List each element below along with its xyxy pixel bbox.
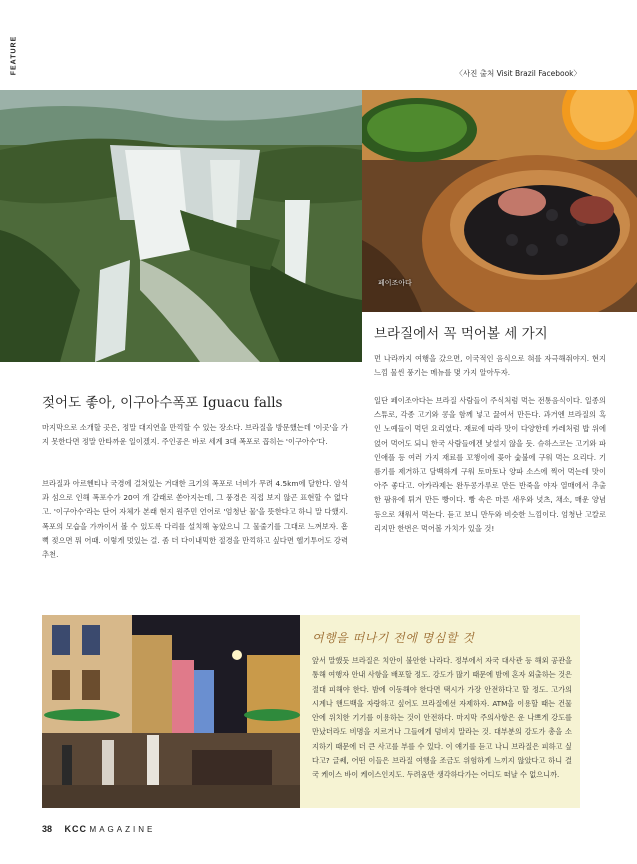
safety-tips-title: 여행을 떠나기 전에 명심할 것 (312, 631, 475, 645)
magazine-name (65, 824, 156, 834)
page-footer (42, 824, 155, 834)
street-night-photo (42, 615, 300, 808)
magazine-word: MAGAZINE (89, 825, 156, 834)
waterfall-photo (0, 90, 362, 362)
photo-credit: 〈사진 출처 Visit Brazil Facebook〉 (455, 69, 581, 78)
page-number: 38 (42, 824, 53, 834)
iguacu-intro-paragraph: 마지막으로 소개할 곳은, 정말 대지연을 만끽할 수 있는 장소다. 브라질을 방문했는데 '이곳'을 가지 못한다면 정말 안타까운 일이겠지. 주인공은 바로 세계 3대 폭포로 꼽히는 '이구아수'다. (42, 423, 348, 447)
feijoada-photo-caption: 페이조아다 (378, 279, 412, 287)
iguacu-body-paragraph: 브라질과 아르헨티나 국경에 걸쳐있는 거대한 크기의 폭포로 너비가 무려 4.5km에 달한다. 암석과 섬으로 인해 폭포수가 20여 개 갈래로 쏟아지는데, 그 풍경은 직접 보지 않곤 표현할 수 없다고. '이구아수'라는 단어 자체가 본래 현지 원주민 언어로 '엄청난 물'을 뜻한다고 하니 말 다했지. 폭포의 모습을 가까이서 볼 수 있도록 다리를 설치해 놓았으니 그 물줄기를 그대로 느껴보자. 흠뻑 젖으면 뭐 어때. 이렇게 멋있는 걸. 좀 더 다이내믹한 절경을 만끽하고 싶다면 헬기투어도 강력추천. (42, 479, 348, 560)
food-intro-paragraph: 먼 나라까지 여행을 갔으면, 이국적인 음식으로 혀를 자극해줘야지. 현지 느낌 물씬 풍기는 메뉴를 몇 가지 알아두자. (374, 354, 606, 378)
section-label-text: FEATURE (10, 35, 18, 76)
safety-tips-text: 앞서 말했듯 브라질은 치안이 불안한 나라다. 정부에서 자국 대사관 등 해외 공관을 통해 여행자 안내 사항을 배포할 정도. 강도가 많기 때문에 밤에 혼자 외출하는 것은 절대 피해야 한다. 밤에 이동해야 한다면 택시가 가장 안전하다고 할 정도. 고가의 시계나 핸드백을 자랑하고 싶어도 브라질에선 자제하자. ATM을 이용할 때는 건물 안에 위치한 기기를 이용하는 것이 안전하다. 마지막 주의사항은 운 나쁘게 강도를 만났더라도 비명을 지르거나 그들에게 덤비지 말라는 것. 대부분의 강도가 총을 소지하기 때문에 더 큰 사고를 부를 수 있다. 이 얘기를 듣고 나니 브라질은 피하고 싶다고? 글쎄, 어떤 이들은 브라질 여행을 조금도 위험하게 느끼지 않았다고 하니 결국 케이스 바이 케이스인지도. 두려움만 생각하다가는 어디도 떠날 수 없으니까. (312, 656, 572, 780)
food-section-title: 브라질에서 꼭 먹어볼 세 가지 (374, 326, 548, 342)
food-body-paragraph: 일단 페이조아다는 브라질 사람들이 주식처럼 먹는 전통음식이다. 일종의 스튜로, 각종 고기와 콩을 함께 넣고 끓여서 만든다. 과거엔 브라질의 흑인 노예들이 먹던 요리였다. 재료에 따라 맛이 다양한데 카레처럼 밥 위에 얹어 먹어도 되니 한국 사람들에겐 낯설지 않을 듯. 슈하스코는 고기와 파인애플 등 여러 가지 재료를 꼬챙이에 꽂아 숯불에 구워 먹는 요리다. 기름기를 제거하고 담백하게 구워 토마토나 양파 소스에 찍어 먹는데 맛이 아주 좋다고. 아카라제는 완두콩가루로 만든 반죽을 야자 열매에서 추출한 팜유에 튀겨 만든 빵이다. 빵 속은 마른 새우와 넛츠, 채소, 매운 양념 등으로 채워서 먹는다. 듣고 보니 만두와 비슷한 느낌이다. 엄청난 고칼로리지만 한번은 먹어볼 가치가 있을 것! (374, 396, 606, 533)
iguacu-section-title: 젖어도 좋아, 이구아수폭포 Iguacu falls (42, 395, 283, 411)
magazine-brand: KCC (64, 824, 88, 834)
section-label (12, 30, 24, 90)
